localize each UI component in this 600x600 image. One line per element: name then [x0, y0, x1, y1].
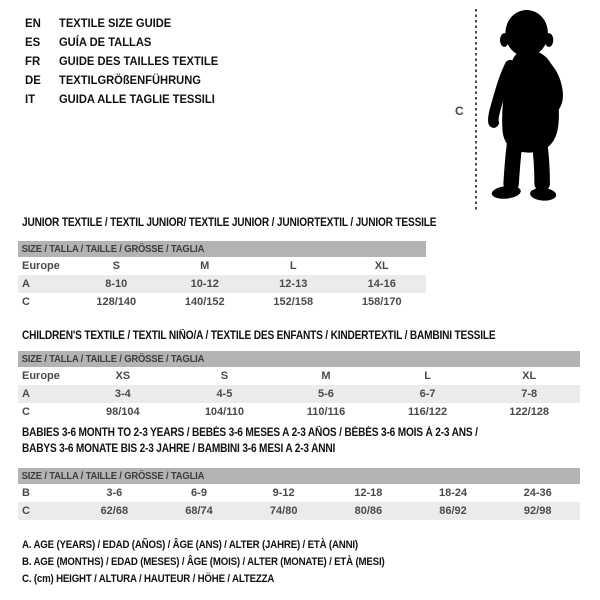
size-value: 74/80 — [269, 505, 298, 517]
size-value: 158/170 — [361, 296, 402, 308]
row-label: A — [22, 388, 30, 400]
size-value: 92/98 — [523, 505, 552, 517]
size-value: M — [321, 370, 331, 382]
size-value: 10-12 — [190, 278, 219, 290]
size-value: XL — [374, 260, 389, 272]
junior-table-title: JUNIOR TEXTILE / TEXTIL JUNIOR/ TEXTILE JUNIOR / JUNIORTEXTIL / JUNIOR TESSILE — [22, 217, 437, 229]
size-value: 116/122 — [408, 406, 448, 418]
size-value: 12-13 — [279, 278, 308, 290]
babies-size-table — [18, 468, 580, 520]
size-value: 152/158 — [273, 296, 314, 308]
size-value: L — [289, 260, 297, 272]
guide-title: GUÍA DE TALLAS — [59, 34, 152, 49]
row-label: C — [22, 296, 30, 308]
size-value: 14-16 — [367, 278, 396, 290]
language-code: IT — [25, 91, 36, 106]
size-header-band — [18, 351, 580, 367]
footnote-a: A. AGE (YEARS) / EDAD (AÑOS) / ÂGE (ANS) / ALTER (JAHRE) / ETÀ (ANNI) — [22, 539, 358, 551]
size-value: 6-7 — [419, 388, 436, 400]
table-row — [18, 367, 580, 385]
language-code: FR — [25, 53, 41, 68]
baby-silhouette-icon — [483, 7, 580, 206]
size-value: 122/128 — [509, 406, 550, 418]
size-value: 98/104 — [105, 406, 140, 418]
size-value: 110/116 — [306, 406, 346, 418]
footnote-b: B. AGE (MONTHS) / EDAD (MESES) / ÂGE (MOIS) / ALTER (MONATE) / ETÀ (MESI) — [22, 556, 385, 568]
babies-table-title-line1: BABIES 3-6 MONTH TO 2-3 YEARS / BEBÉS 3-6 MESES A 2-3 AÑOS / BÉBÉS 3-6 MOIS À 2-3 ANS / — [22, 427, 478, 439]
junior-size-table — [18, 241, 426, 311]
table-row — [18, 385, 580, 403]
children-table-title: CHILDREN'S TEXTILE / TEXTIL NIÑO/A / TEXTILE DES ENFANTS / KINDERTEXTIL / BAMBINI TESSILE — [22, 330, 496, 342]
size-value: L — [424, 370, 431, 382]
size-value: XL — [522, 370, 537, 382]
size-header-label: SIZE / TALLA / TAILLE / GRÖSSE / TAGLIA — [21, 470, 205, 482]
table-row — [18, 293, 426, 311]
children-size-table — [18, 351, 580, 421]
guide-title: GUIDA ALLE TAGLIE TESSILI — [59, 91, 215, 106]
babies-table-title-line2: BABYS 3-6 MONATE BIS 2-3 JAHRE / BAMBINI 3-6 MESI A 2-3 ANNI — [22, 443, 336, 455]
size-value: 8-10 — [105, 278, 128, 290]
size-value: 80/86 — [354, 505, 383, 517]
table-row — [18, 403, 580, 421]
footnote-c: C. (cm) HEIGHT / ALTURA / HAUTEUR / HÖHE / ALTEZZA — [22, 573, 275, 585]
language-row — [25, 89, 230, 108]
size-value: S — [220, 370, 229, 382]
size-value: 9-12 — [272, 487, 295, 499]
language-row — [25, 51, 230, 70]
size-header-band — [18, 468, 580, 484]
height-measure-label: C — [455, 104, 464, 118]
language-row — [25, 32, 230, 51]
size-value: 6-9 — [191, 487, 207, 499]
table-row — [18, 275, 426, 293]
height-measure-dashed-line — [475, 9, 477, 212]
language-title-list — [25, 13, 230, 108]
row-label: Europe — [22, 370, 60, 382]
guide-title: TEXTILE SIZE GUIDE — [59, 15, 172, 30]
guide-title: TEXTILGRÖßENFÜHRUNG — [59, 72, 201, 87]
size-value: 86/92 — [439, 505, 467, 517]
guide-title: GUIDE DES TAILLES TEXTILE — [59, 53, 219, 68]
size-value: 24-36 — [523, 487, 552, 499]
size-value: 18-24 — [438, 487, 468, 499]
size-value: 3-6 — [106, 487, 123, 499]
table-row — [18, 257, 426, 275]
size-header-band — [18, 241, 426, 257]
size-header-label: SIZE / TALLA / TAILLE / GRÖSSE / TAGLIA — [21, 353, 205, 365]
language-code: ES — [25, 34, 41, 49]
language-code: EN — [25, 15, 41, 30]
row-label: C — [22, 406, 30, 418]
size-value: S — [112, 260, 120, 272]
table-row — [18, 484, 580, 502]
row-label: Europe — [22, 260, 60, 272]
language-row — [25, 13, 230, 32]
size-value: 62/68 — [100, 505, 129, 517]
size-value: XS — [115, 370, 131, 382]
size-value: 140/152 — [184, 296, 225, 308]
size-value: 12-18 — [354, 487, 383, 499]
footnotes — [22, 537, 434, 588]
table-row — [18, 502, 580, 520]
size-value: 5-6 — [318, 388, 334, 400]
size-value: 3-4 — [114, 388, 131, 400]
language-row — [25, 70, 230, 89]
size-value: 4-5 — [216, 388, 233, 400]
size-value: 104/110 — [204, 406, 244, 418]
size-value: 128/140 — [96, 296, 137, 308]
row-label: B — [22, 487, 30, 499]
language-code: DE — [25, 72, 41, 87]
row-label: A — [22, 278, 30, 290]
size-value: M — [200, 260, 210, 272]
size-value: 7-8 — [521, 388, 538, 400]
size-header-label: SIZE / TALLA / TAILLE / GRÖSSE / TAGLIA — [21, 243, 205, 255]
size-value: 68/74 — [185, 505, 213, 517]
row-label: C — [22, 505, 30, 517]
